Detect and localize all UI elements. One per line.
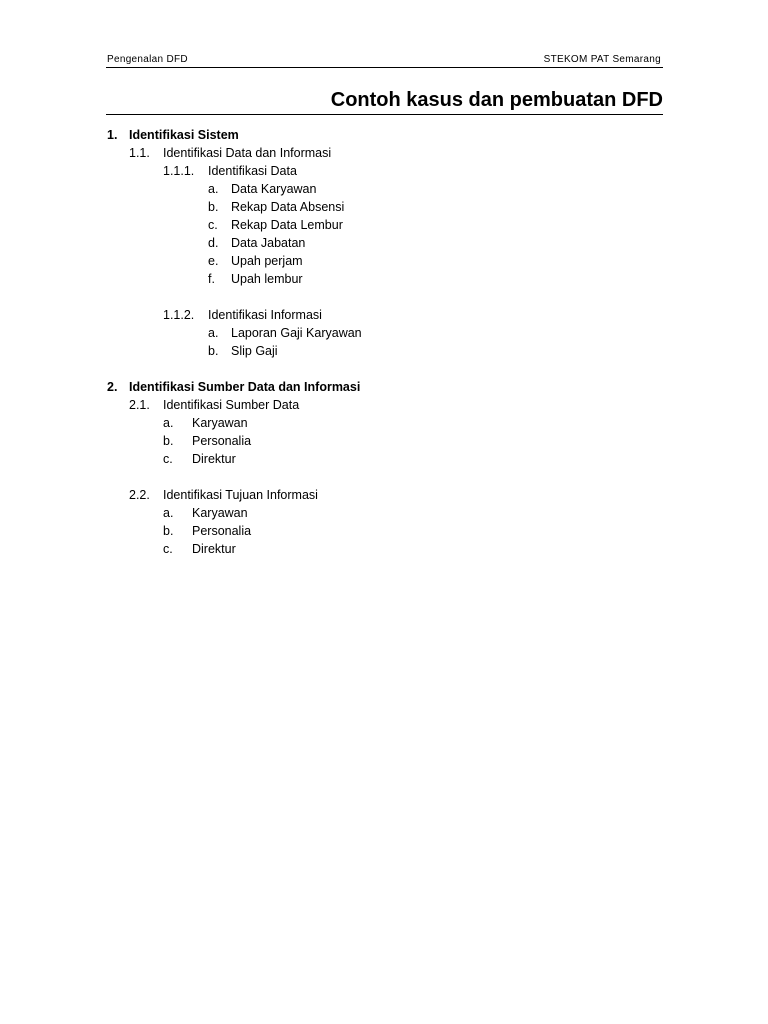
section-number: 2. (107, 380, 118, 394)
list-item-label: Karyawan (192, 416, 248, 430)
list-item-label: Direktur (192, 542, 236, 556)
list-item-letter: f. (208, 272, 215, 286)
list-item-letter: a. (163, 416, 174, 430)
section-label: Identifikasi Sumber Data dan Informasi (129, 380, 361, 394)
section-number: 1. (107, 128, 118, 142)
list-item-label: Personalia (192, 524, 252, 538)
group-number: 1.1.2. (163, 308, 195, 322)
list-item-label: Data Karyawan (231, 182, 317, 196)
subsection-label: Identifikasi Sumber Data (163, 398, 300, 412)
list-item-label: Rekap Data Absensi (231, 200, 345, 214)
header-divider (106, 67, 663, 68)
list-item-label: Upah lembur (231, 272, 303, 286)
subsection-label: Identifikasi Tujuan Informasi (163, 488, 318, 502)
list-item-label: Karyawan (192, 506, 248, 520)
group-number: 1.1.1. (163, 164, 195, 178)
subsection-number: 1.1. (129, 146, 150, 160)
list-item-letter: d. (208, 236, 219, 250)
list-item-letter: a. (163, 506, 174, 520)
list-item-label: Direktur (192, 452, 236, 466)
list-item-label: Upah perjam (231, 254, 303, 268)
group-label: Identifikasi Data (208, 164, 297, 178)
subsection-number: 2.1. (129, 398, 150, 412)
list-item-letter: b. (208, 344, 219, 358)
title-divider (106, 114, 663, 115)
group-label: Identifikasi Informasi (208, 308, 322, 322)
section-label: Identifikasi Sistem (129, 128, 239, 142)
list-item-label: Slip Gaji (231, 344, 278, 358)
running-header-left: Pengenalan DFD (107, 54, 188, 65)
list-item-letter: c. (163, 452, 173, 466)
list-item-letter: a. (208, 326, 219, 340)
subsection-label: Identifikasi Data dan Informasi (163, 146, 332, 160)
running-header-right: STEKOM PAT Semarang (543, 54, 661, 65)
list-item-letter: c. (208, 218, 218, 232)
list-item-letter: e. (208, 254, 219, 268)
list-item-label: Personalia (192, 434, 252, 448)
list-item-label: Data Jabatan (231, 236, 306, 250)
list-item-letter: b. (163, 524, 174, 538)
page-title: Contoh kasus dan pembuatan DFD (330, 89, 663, 111)
subsection-number: 2.2. (129, 488, 150, 502)
list-item-label: Laporan Gaji Karyawan (231, 326, 362, 340)
list-item-letter: a. (208, 182, 219, 196)
list-item-letter: b. (163, 434, 174, 448)
list-item-letter: b. (208, 200, 219, 214)
list-item-letter: c. (163, 542, 173, 556)
list-item-label: Rekap Data Lembur (231, 218, 343, 232)
